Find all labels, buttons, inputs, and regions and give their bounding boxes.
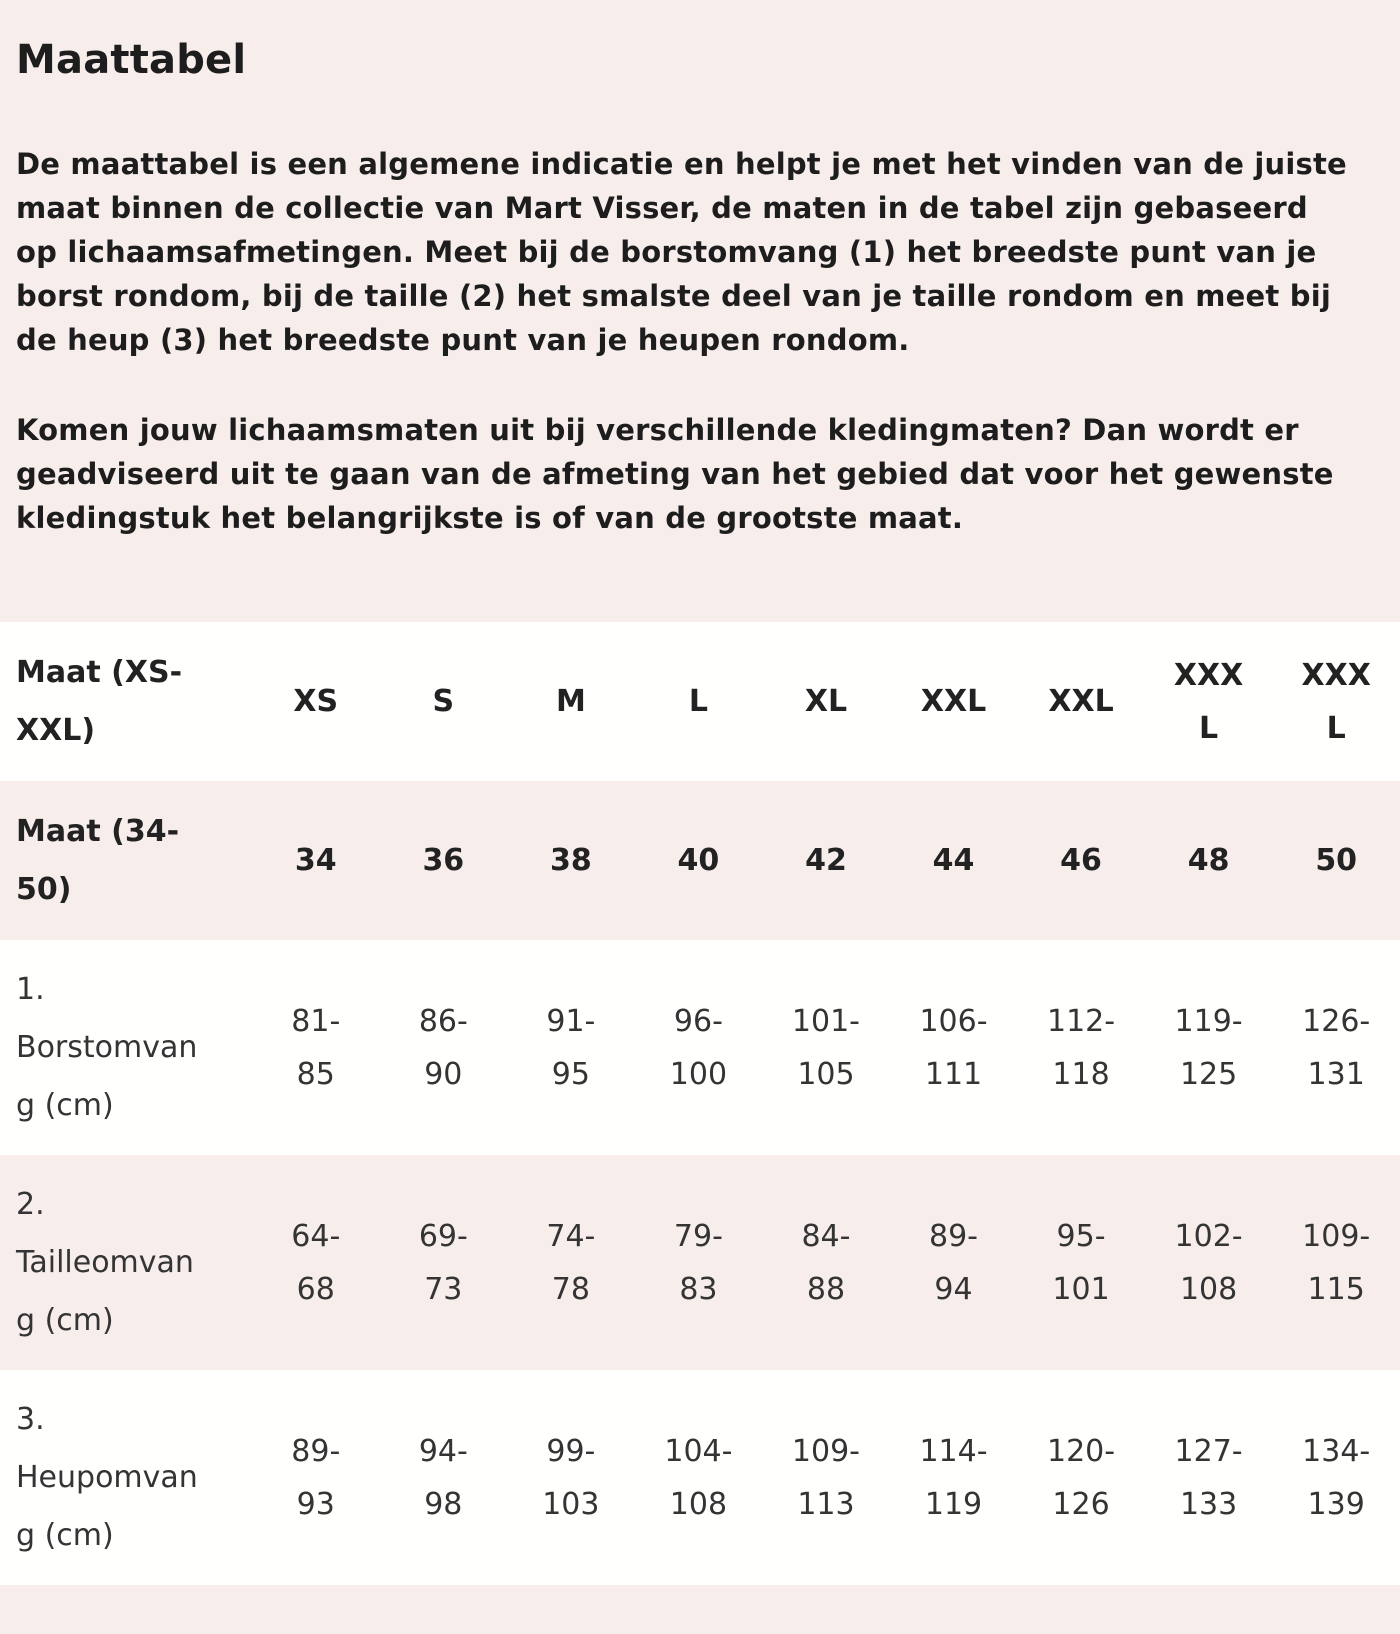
- heupomvang-cell: [252, 1370, 380, 1585]
- heupomvang-cell: [507, 1370, 635, 1585]
- heupomvang-cell: [1145, 1370, 1273, 1585]
- cell-value: 120-126: [1047, 1433, 1116, 1522]
- cell-value: 86-90: [418, 1003, 468, 1092]
- cell-value: 101-105: [791, 1003, 860, 1092]
- cell-value: 91-95: [546, 1003, 596, 1092]
- cell-value: 48: [1187, 843, 1230, 878]
- size-number-cell: [1145, 781, 1273, 940]
- cell-value: XXL: [1048, 684, 1114, 719]
- borstomvang-cell: [1017, 940, 1145, 1155]
- size-guide-page: [0, 34, 1400, 1634]
- heupomvang-cell: [1272, 1370, 1400, 1585]
- table-row-borstomvang: [0, 940, 1400, 1155]
- cell-value: 74-78: [546, 1218, 596, 1307]
- cell-value: 127-133: [1174, 1433, 1243, 1522]
- cell-value: 46: [1060, 843, 1102, 878]
- cell-value: 44: [932, 843, 975, 878]
- cell-value: 109-115: [1302, 1218, 1371, 1307]
- cell-value: S: [432, 684, 455, 719]
- size-letter-cell: [890, 622, 1018, 781]
- cell-value: 126-131: [1302, 1003, 1371, 1092]
- size-letter-cell: [1017, 622, 1145, 781]
- cell-value: 134-139: [1302, 1433, 1371, 1522]
- cell-value: XXXL: [1173, 657, 1244, 746]
- cell-value: 104-108: [664, 1433, 733, 1522]
- borstomvang-cell: [890, 940, 1018, 1155]
- cell-value: 34: [294, 843, 337, 878]
- size-number-cell: [1272, 781, 1400, 940]
- heupomvang-cell: [635, 1370, 763, 1585]
- cell-value: 96-100: [669, 1003, 728, 1092]
- table-row-size-letters: [0, 622, 1400, 781]
- cell-value: 95-101: [1052, 1218, 1110, 1307]
- tailleomvang-cell: [635, 1155, 763, 1370]
- cell-value: 79-83: [673, 1218, 723, 1307]
- intro-paragraph: De maattabel is een algemene indicatie en helpt je met het vinden van de juiste maat binnen de collectie van Mart Visser, de maten in de tabel zijn gebaseerd op lichaamsafmetingen. Meet bij de borstomvang (1) het breedste punt van je borst rondom, bij de taille (2) het smalste deel van je taille rondom en meet bij de heup (3) het breedste punt van je heupen rondom.: [16, 147, 1347, 357]
- borstomvang-cell: [635, 940, 763, 1155]
- cell-value: XXXL: [1301, 657, 1371, 746]
- page-title: Maattabel: [16, 37, 247, 83]
- advice-paragraph: Komen jouw lichaamsmaten uit bij verschillende kledingmaten? Dan wordt er geadviseerd uit te gaan van de afmeting van het gebied dat voor het gewenste kledingstuk het belangrijkste is of van de grootste maat.: [16, 413, 1334, 535]
- size-table: [0, 622, 1400, 1585]
- table-row-heupomvang: [0, 1370, 1400, 1585]
- row-label-size-letters: [0, 622, 252, 781]
- cell-value: 114-119: [919, 1433, 988, 1522]
- cell-value: 102-108: [1174, 1218, 1243, 1307]
- heupomvang-cell: [380, 1370, 508, 1585]
- size-number-cell: [762, 781, 890, 940]
- tailleomvang-cell: [890, 1155, 1018, 1370]
- size-letter-cell: [380, 622, 508, 781]
- cell-value: XXL: [920, 684, 987, 719]
- row-label-text: Maat (34-50): [16, 813, 180, 907]
- cell-value: 81-85: [291, 1003, 341, 1092]
- cell-value: 36: [422, 843, 465, 878]
- borstomvang-cell: [252, 940, 380, 1155]
- cell-value: 89-94: [929, 1218, 978, 1307]
- row-label-text: Maat (XS-XXL): [16, 654, 183, 748]
- cell-value: 38: [549, 843, 592, 878]
- cell-value: 99-103: [542, 1433, 600, 1522]
- cell-value: 64-68: [291, 1218, 341, 1307]
- row-label-tailleomvang: [0, 1155, 252, 1370]
- tailleomvang-cell: [1017, 1155, 1145, 1370]
- cell-value: 112-118: [1047, 1003, 1116, 1092]
- size-letter-cell: [1272, 622, 1400, 781]
- size-number-cell: [507, 781, 635, 940]
- table-row-tailleomvang: [0, 1155, 1400, 1370]
- borstomvang-cell: [507, 940, 635, 1155]
- borstomvang-cell: [380, 940, 508, 1155]
- size-letter-cell: [252, 622, 380, 781]
- cell-value: 84-88: [801, 1218, 851, 1307]
- tailleomvang-cell: [252, 1155, 380, 1370]
- cell-value: 94-98: [418, 1433, 468, 1522]
- size-number-cell: [890, 781, 1018, 940]
- tailleomvang-cell: [380, 1155, 508, 1370]
- size-number-cell: [380, 781, 508, 940]
- cell-value: M: [555, 684, 586, 719]
- cell-value: 89-93: [291, 1433, 341, 1522]
- borstomvang-cell: [1272, 940, 1400, 1155]
- borstomvang-cell: [762, 940, 890, 1155]
- tailleomvang-cell: [1145, 1155, 1273, 1370]
- row-label-borstomvang: [0, 940, 252, 1155]
- cell-value: 40: [677, 843, 720, 878]
- size-number-cell: [635, 781, 763, 940]
- row-label-size-numbers: [0, 781, 252, 940]
- cell-value: 69-73: [418, 1218, 468, 1307]
- cell-value: L: [688, 684, 708, 719]
- row-label-text: 3. Heupomvang (cm): [16, 1401, 198, 1553]
- cell-value: 119-125: [1174, 1003, 1243, 1092]
- tailleomvang-cell: [762, 1155, 890, 1370]
- row-label-heupomvang: [0, 1370, 252, 1585]
- heupomvang-cell: [890, 1370, 1018, 1585]
- cell-value: 50: [1315, 843, 1358, 878]
- row-label-text: 1. Borstomvang (cm): [16, 971, 198, 1123]
- row-label-text: 2. Tailleomvang (cm): [16, 1186, 194, 1338]
- cell-value: XS: [293, 684, 339, 719]
- size-letter-cell: [1145, 622, 1273, 781]
- tailleomvang-cell: [507, 1155, 635, 1370]
- cell-value: 42: [805, 843, 847, 878]
- size-number-cell: [252, 781, 380, 940]
- size-number-cell: [1017, 781, 1145, 940]
- tailleomvang-cell: [1272, 1155, 1400, 1370]
- cell-value: 106-111: [919, 1003, 988, 1092]
- cell-value: 109-113: [791, 1433, 860, 1522]
- size-letter-cell: [507, 622, 635, 781]
- size-letter-cell: [635, 622, 763, 781]
- borstomvang-cell: [1145, 940, 1273, 1155]
- table-row-size-numbers: [0, 781, 1400, 940]
- heupomvang-cell: [762, 1370, 890, 1585]
- cell-value: XL: [804, 684, 848, 719]
- heupomvang-cell: [1017, 1370, 1145, 1585]
- size-letter-cell: [762, 622, 890, 781]
